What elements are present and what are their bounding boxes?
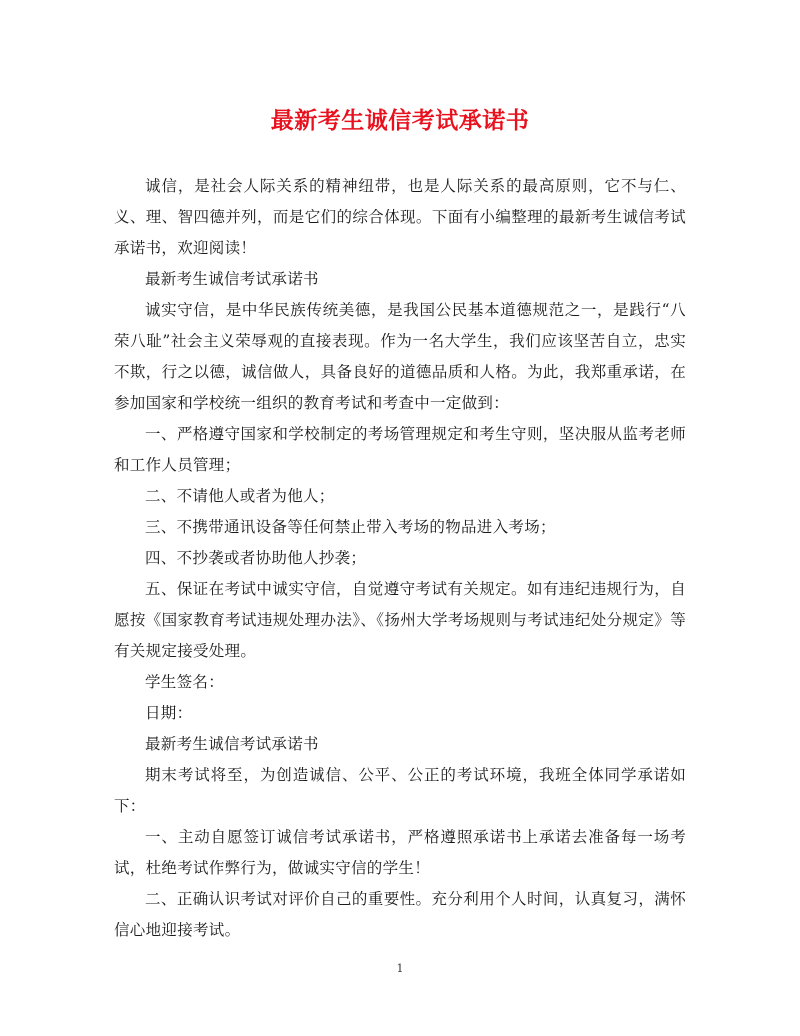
pledge-item: 一、严格遵守国家和学校制定的考场管理规定和考生守则，坚决服从监考老师和工作人员管理； xyxy=(114,425,686,474)
page-number: 1 xyxy=(396,962,404,975)
document-title: 最新考生诚信考试承诺书 xyxy=(270,107,530,134)
signature-line: 学生签名： xyxy=(145,673,225,691)
document-body xyxy=(114,171,686,946)
pledge-item: 四、不抄袭或者协助他人抄袭； xyxy=(145,549,367,567)
pledge-item: 二、正确认识考试对评价自己的重要性。充分利用个人时间，认真复习，满怀信心地迎接考试。 xyxy=(114,890,686,939)
pledge-item: 二、不请他人或者为他人； xyxy=(145,487,335,505)
pledge-item: 一、主动自愿签订诚信考试承诺书，严格遵照承诺书上承诺去准备每一场考试，杜绝考试作弊行为，做诚实守信的学生！ xyxy=(114,828,686,877)
intro-paragraph: 诚信，是社会人际关系的精神纽带，也是人际关系的最高原则，它不与仁、义、理、智四德并列，而是它们的综合体现。下面有小编整理的最新考生诚信考试承诺书，欢迎阅读！ xyxy=(114,177,686,257)
section-heading: 最新考生诚信考试承诺书 xyxy=(145,735,319,753)
pledge-item: 三、不携带通讯设备等任何禁止带入考场的物品进入考场； xyxy=(145,518,556,536)
date-line: 日期： xyxy=(145,704,193,722)
body-paragraph: 诚实守信，是中华民族传统美德，是我国公民基本道德规范之一，是践行“八荣八耻”社会主义荣辱观的直接表现。作为一名大学生，我们应该坚苦自立，忠实不欺，行之以德，诚信做人，具备良好的道德品质和人格。为此，我郑重承诺，在参加国家和学校统一组织的教育考试和考查中一定做到： xyxy=(114,301,686,412)
body-paragraph: 期末考试将至，为创造诚信、公平、公正的考试环境，我班全体同学承诺如下： xyxy=(114,766,686,815)
pledge-item: 五、保证在考试中诚实守信，自觉遵守考试有关规定。如有违纪违规行为，自愿按《国家教育考试违规处理办法》、《扬州大学考场规则与考试违纪处分规定》等有关规定接受处理。 xyxy=(114,580,686,660)
section-heading: 最新考生诚信考试承诺书 xyxy=(145,270,319,288)
